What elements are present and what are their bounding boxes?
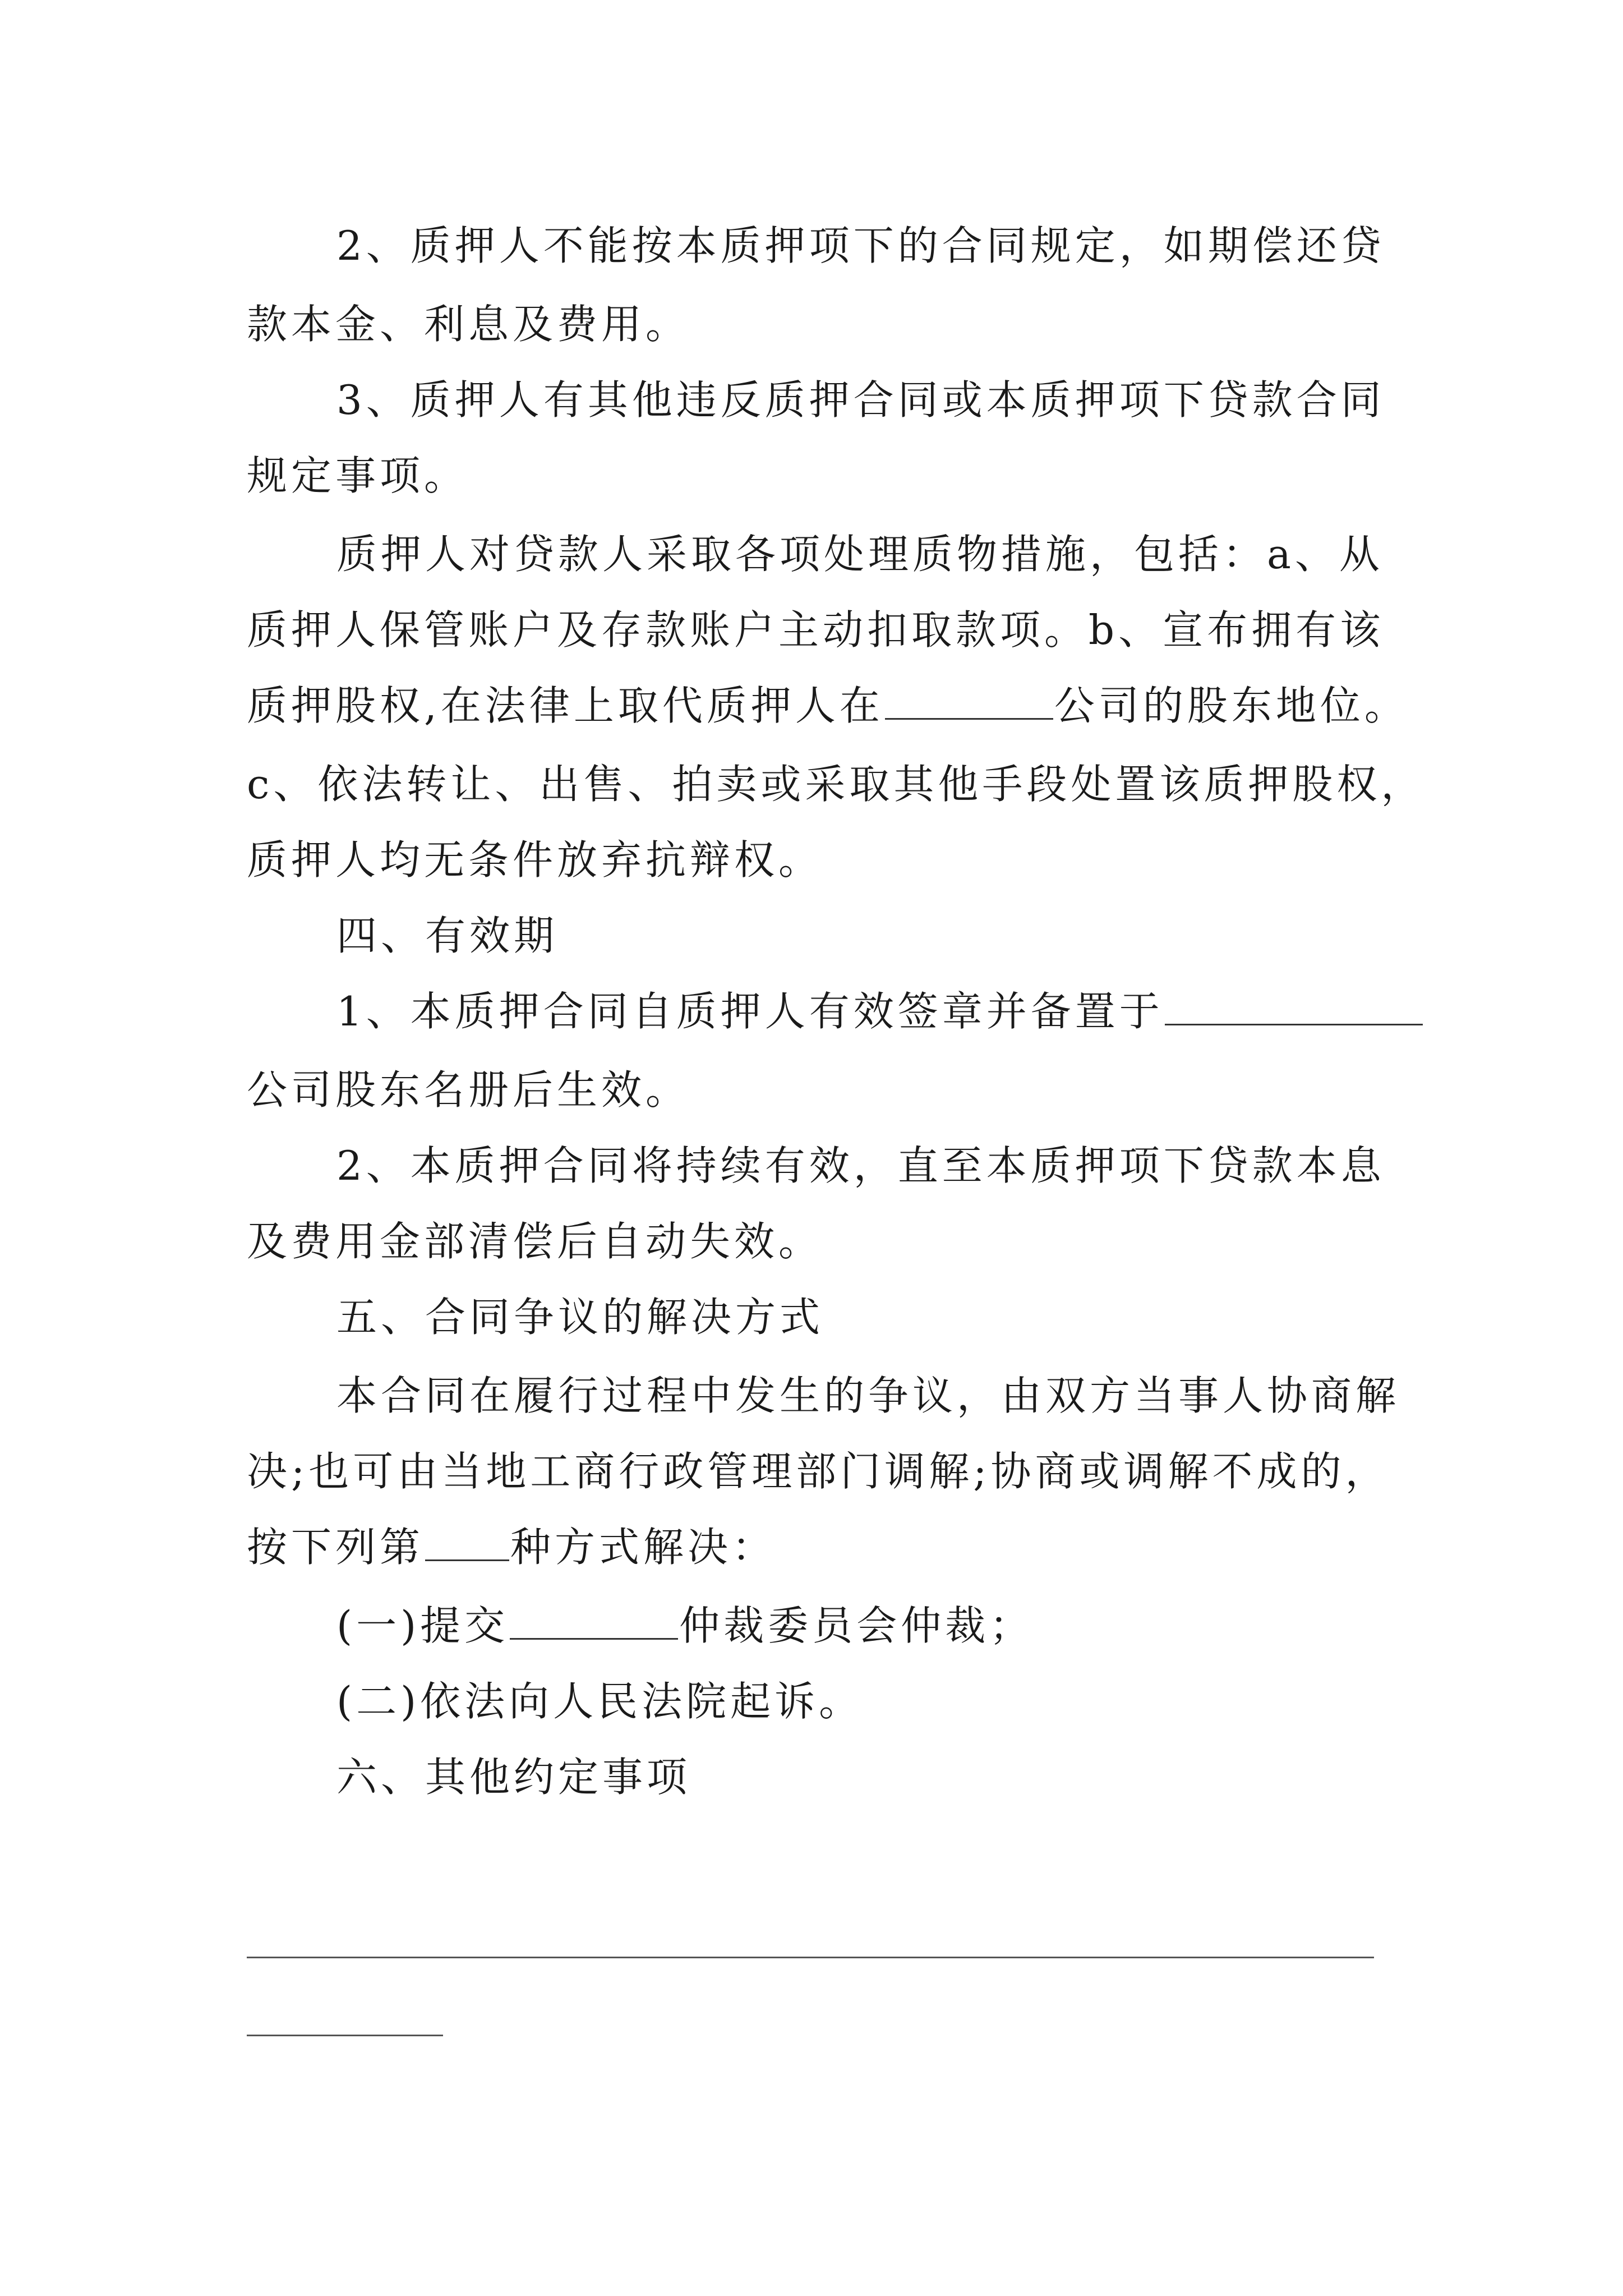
line-text: 款本金、利息及费用。 xyxy=(247,301,690,348)
paragraph-line xyxy=(247,1447,1390,1496)
line-text: 质押人均无条件放弃抗辩权。 xyxy=(247,836,823,884)
paragraph-line xyxy=(336,1602,1034,1650)
paragraph-line xyxy=(247,1066,690,1114)
paragraph-line xyxy=(336,987,1424,1036)
fill-in-blank xyxy=(425,1526,509,1561)
paragraph-line xyxy=(247,1217,823,1266)
line-text: 公司股东名册后生效。 xyxy=(247,1066,690,1114)
line-text: 本合同在履行过程中发生的争议，由双方当事人协商解 xyxy=(336,1372,1400,1419)
line-text: 质押人保管账户及存款账户主动扣取款项。b、宣布拥有该 xyxy=(247,606,1385,654)
fill-in-blank xyxy=(885,684,1053,720)
line-text: 五、合同争议的解决方式 xyxy=(336,1294,824,1341)
paragraph-line xyxy=(247,606,1384,654)
paragraph-line xyxy=(247,452,468,500)
line-text: 质押人对贷款人采取各项处理质物措施，包括：a、从 xyxy=(336,531,1384,578)
line-text: 2、质押人不能按本质押项下的合同规定，如期偿还贷 xyxy=(336,222,1385,269)
line-text: 2、本质押合同将持续有效，直至本质押项下贷款本息 xyxy=(336,1142,1385,1189)
paragraph-line xyxy=(247,1523,776,1571)
line-text: (一)提交 xyxy=(336,1602,509,1649)
paragraph-line xyxy=(247,300,690,348)
line-text: (二)依法向人民法院起诉。 xyxy=(336,1678,864,1725)
line-text: 种方式解决： xyxy=(510,1524,777,1571)
paragraph-line xyxy=(336,530,1384,578)
paragraph-line xyxy=(336,1142,1385,1190)
footer-divider-short xyxy=(247,2035,443,2036)
line-text: 规定事项。 xyxy=(247,452,469,499)
line-text: 六、其他约定事项 xyxy=(336,1754,691,1801)
line-text: 3、质押人有其他违反质押合同或本质押项下贷款合同 xyxy=(336,376,1385,424)
footer-divider-long xyxy=(247,1957,1374,1958)
paragraph-line xyxy=(247,682,1409,730)
line-text: 公司的股东地位。 xyxy=(1054,682,1409,729)
line-text: 四、有效期 xyxy=(336,912,559,959)
section-heading xyxy=(336,1753,691,1801)
line-text: 仲裁委员会仲裁； xyxy=(679,1602,1034,1649)
fill-in-blank xyxy=(1165,990,1423,1025)
line-text: 1、本质押合同自质押人有效签章并备置于 xyxy=(336,988,1164,1035)
section-heading xyxy=(336,912,558,960)
line-text: 质押股权,在法律上取代质押人在 xyxy=(247,682,884,729)
section-heading xyxy=(336,1293,824,1341)
line-text: 及费用金部清偿后自动失效。 xyxy=(247,1218,823,1265)
paragraph-line xyxy=(247,760,1425,808)
line-text: 决;也可由当地工商行政管理部门调解;协商或调解不成的， xyxy=(247,1448,1390,1495)
paragraph-line xyxy=(247,836,823,884)
paragraph-line xyxy=(336,1372,1400,1420)
paragraph-line xyxy=(336,376,1385,424)
line-text: 按下列第 xyxy=(247,1524,425,1571)
paragraph-line xyxy=(336,1677,863,1726)
fill-in-blank xyxy=(510,1604,678,1640)
line-text: c、依法转让、出售、拍卖或采取其他手段处置该质押股权， xyxy=(247,761,1426,808)
paragraph-line xyxy=(336,222,1385,270)
